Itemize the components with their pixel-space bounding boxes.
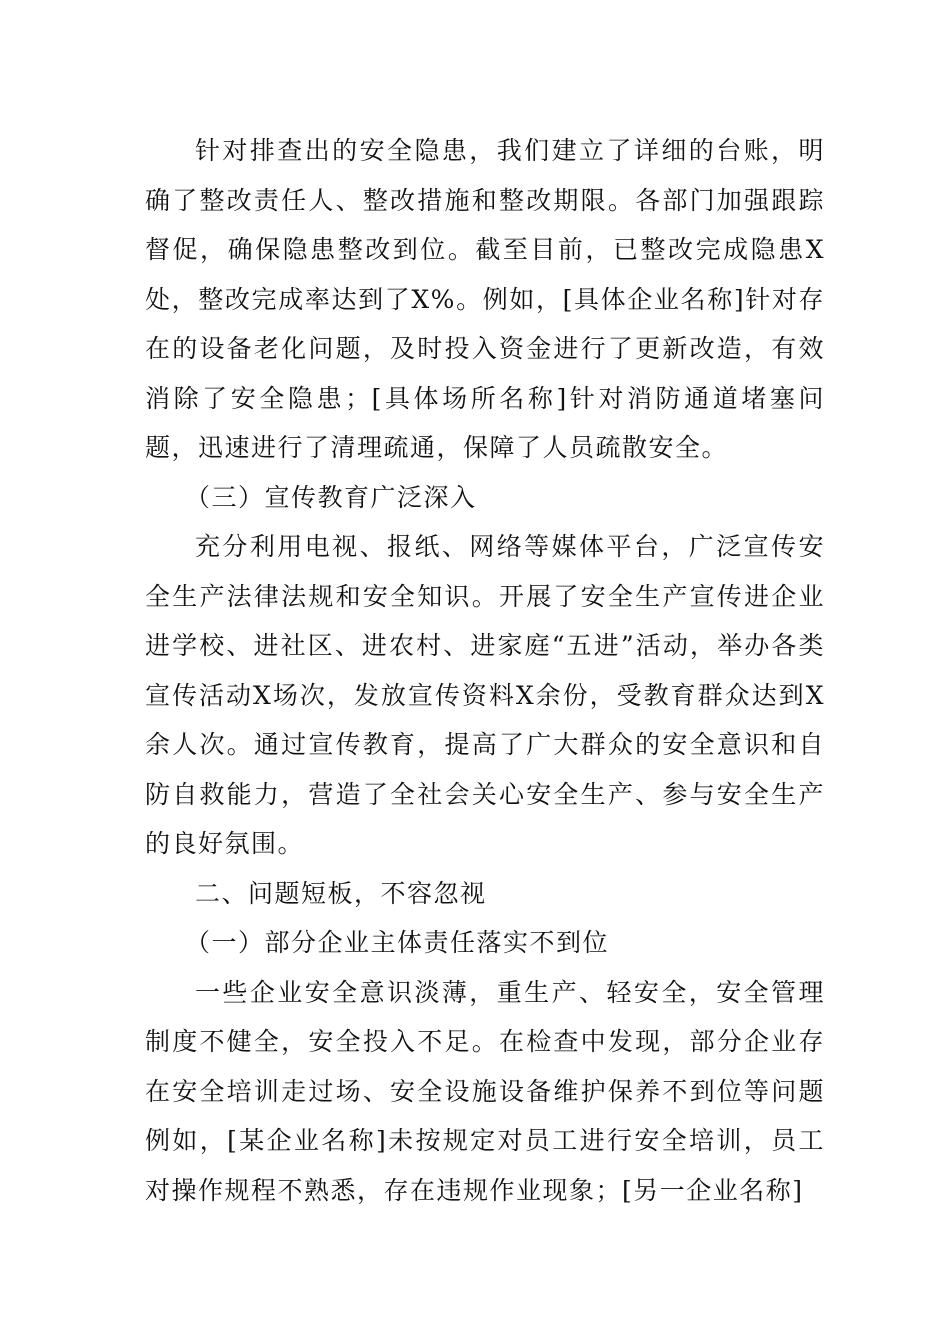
paragraph-enterprise-responsibility: 一些企业安全意识淡薄，重生产、轻安全，安全管理制度不健全，安全投入不足。在检查中发现，部分企业存在安全培训走过场、安全设施设备维护保养不到位等问题例如，[某企业名称]未按规定对员工进行安全培训，员工对操作规程不熟悉，存在违规作业现象；[另一企业名称]: [145, 977, 825, 1205]
paragraph-rectification: 针对排查出的安全隐患，我们建立了详细的台账，明确了整改责任人、整改措施和整改期限。各部门加强跟踪督促，确保隐患整改到位。截至目前，已整改完成隐患X处，整改完成率达到了X%。例如，[具体企业名称]针对存在的设备老化问题，及时投入资金进行了更新改造，有效消除了安全隐患；[具体场所名称]针对消防通道堵塞问题，迅速进行了清理疏通，保障了人员疏散安全。: [145, 136, 825, 462]
subheading-enterprise-responsibility: （一）部分企业主体责任落实不到位: [185, 928, 610, 957]
section-heading-problems: 二、问题短板，不容忽视: [195, 878, 487, 908]
paragraph-publicity: 充分利用电视、报纸、网络等媒体平台，广泛宣传安全生产法律法规和安全知识。开展了安全生产宣传进企业进学校、进社区、进农村、进家庭“五进”活动，举办各类宣传活动X场次，发放宣传资料X余份，受教育群众达到X余人次。通过宣传教育，提高了广大群众的安全意识和自防自救能力，营造了全社会关心安全生产、参与安全生产的良好氛围。: [145, 532, 825, 858]
document-body: [145, 126, 825, 1215]
subheading-publicity: （三）宣传教育广泛深入: [185, 482, 477, 512]
